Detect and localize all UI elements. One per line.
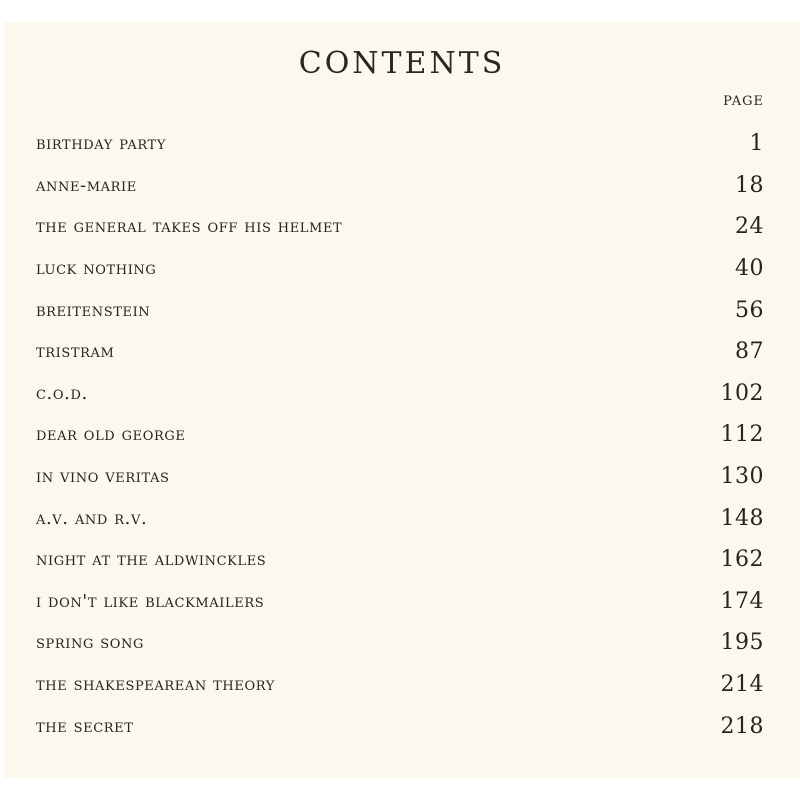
- toc-entry-page: 214: [720, 672, 764, 698]
- toc-entry-page: 130: [720, 464, 764, 490]
- toc-entry: [36, 123, 764, 165]
- toc-entry-page: 112: [720, 422, 764, 448]
- toc-entry: [36, 248, 764, 290]
- toc-entry: [36, 456, 764, 498]
- toc-entry-page: 40: [735, 256, 764, 282]
- toc-entry-title: the general takes off his helmet: [36, 216, 343, 238]
- toc-entry-page: 24: [735, 214, 764, 240]
- table-of-contents: [36, 123, 764, 747]
- toc-entry-title: the shakespearean theory: [36, 674, 275, 696]
- toc-entry-page: 102: [720, 380, 764, 406]
- toc-entry-title: breitenstein: [36, 299, 151, 321]
- toc-entry: [36, 539, 764, 581]
- toc-entry-title: tristram: [36, 341, 115, 363]
- toc-entry-title: anne-marie: [36, 174, 137, 196]
- toc-entry-page: 162: [720, 547, 764, 573]
- toc-entry: [36, 664, 764, 706]
- toc-entry: [36, 331, 764, 373]
- toc-entry: [36, 581, 764, 623]
- toc-entry: [36, 705, 764, 747]
- toc-entry: [36, 497, 764, 539]
- toc-entry: [36, 206, 764, 248]
- toc-entry-page: 87: [735, 339, 764, 365]
- toc-entry-title: night at the aldwinckles: [36, 549, 267, 571]
- toc-entry-title: luck nothing: [36, 258, 157, 280]
- toc-entry: [36, 289, 764, 331]
- page-column-label: PAGE: [723, 94, 764, 109]
- toc-entry: [36, 373, 764, 415]
- book-page: [4, 22, 800, 778]
- contents-heading: CONTENTS: [298, 46, 506, 81]
- toc-entry-title: c.o.d.: [36, 382, 88, 404]
- toc-entry-page: 195: [720, 630, 764, 656]
- toc-entry-page: 56: [735, 297, 764, 323]
- toc-entry-title: in vino veritas: [36, 466, 170, 488]
- toc-entry-page: 174: [720, 588, 764, 614]
- toc-entry-page: 218: [720, 713, 764, 739]
- toc-entry-title: a.v. and r.v.: [36, 507, 148, 529]
- toc-entry-page: 148: [720, 505, 764, 531]
- toc-entry-title: the secret: [36, 715, 134, 737]
- toc-entry: [36, 414, 764, 456]
- toc-entry-title: birthday party: [36, 133, 166, 155]
- toc-entry-page: 1: [749, 131, 764, 157]
- toc-entry-title: spring song: [36, 632, 144, 654]
- toc-entry: [36, 622, 764, 664]
- toc-entry-page: 18: [735, 172, 764, 198]
- toc-entry: [36, 165, 764, 207]
- toc-entry-title: i don't like blackmailers: [36, 590, 265, 612]
- toc-entry-title: dear old george: [36, 424, 186, 446]
